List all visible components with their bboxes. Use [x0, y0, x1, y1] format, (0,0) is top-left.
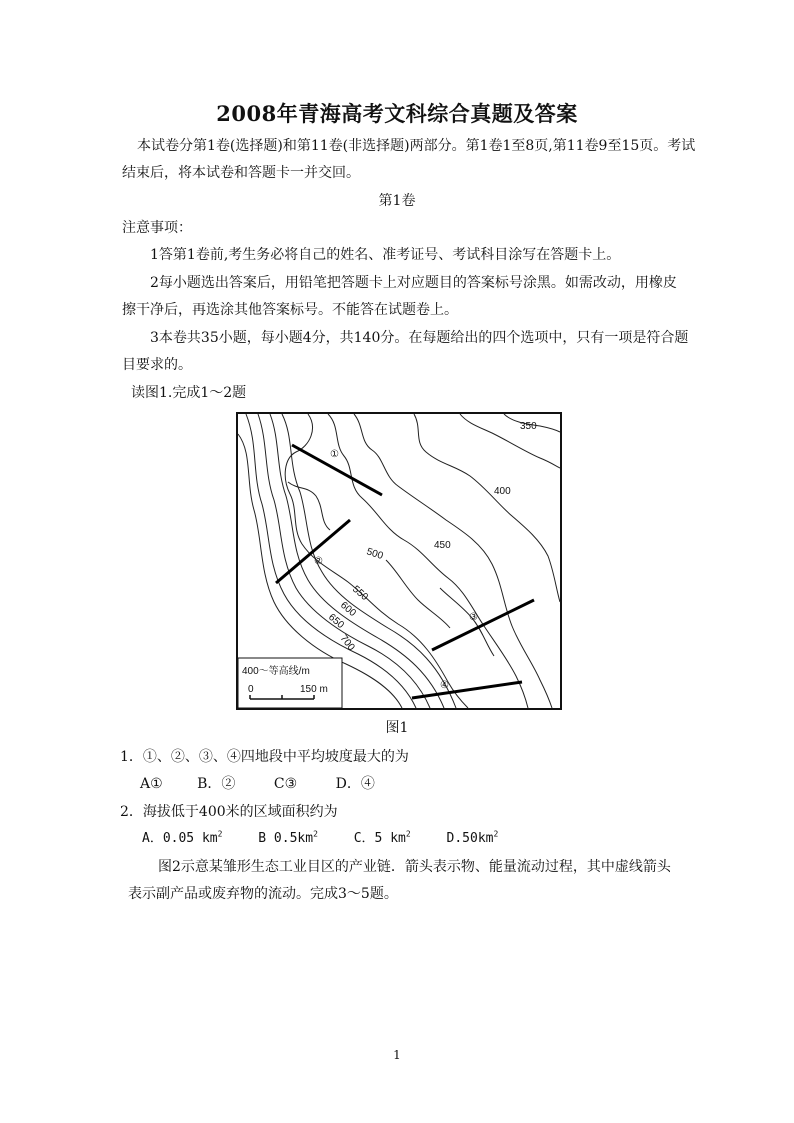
notice-item-3-line-1: 3本卷共35小题，每小题4分，共140分。在每题给出的四个选项中，只有一项是符合题	[150, 330, 689, 346]
q1-option-b: B．②	[197, 776, 236, 792]
page-title: 2008年青海高考文科综合真题及答案	[216, 101, 578, 126]
q2-option-c: C．5 $km^2$	[353, 829, 411, 846]
question-1-stem: 1．①、②、③、④四地段中平均坡度最大的为	[120, 749, 409, 765]
segment-marker-1: ①	[330, 449, 339, 460]
page-number: 1	[393, 1048, 401, 1062]
intro-line-2: 结束后，将本试卷和答题卡一并交回。	[122, 165, 360, 181]
q2-option-a: A．0.05 $km^2$	[142, 829, 223, 846]
q1-option-c: C③	[273, 776, 298, 792]
q1-option-d: D．④	[335, 776, 375, 792]
contour-label-550: 550	[350, 583, 370, 604]
fig2-intro-line-1: 图2示意某雏形生态工业目区的产业链．箭头表示物、能量流动过程，其中虚线箭头	[158, 859, 671, 875]
contour-label-700: 700	[337, 633, 357, 653]
fig2-intro-line-2: 表示副产品或废弃物的流动。完成3～5题。	[128, 886, 398, 902]
intro-line-1: 本试卷分第1卷(选择题)和第11卷(非选择题)两部分。第1卷1至8页,第11卷9至15页。考试	[137, 138, 696, 154]
contour-map	[236, 412, 562, 710]
q2-option-b: B $0.5km^2$	[258, 829, 318, 846]
figure-caption: 图1	[385, 720, 409, 736]
notice-item-3-line-2: 目要求的。	[122, 357, 192, 373]
contour-label-650: 650	[326, 611, 346, 632]
scale-zero-label: 0	[248, 684, 254, 695]
q1-option-a: A①	[140, 776, 163, 792]
legend-contour-label: 400～等高线/m	[242, 666, 310, 677]
question-2-stem: 2．海拔低于400米的区域面积约为	[120, 804, 338, 820]
contour-label-400: 400	[494, 486, 511, 497]
segment-marker-4: ④	[440, 680, 449, 691]
contour-label-500: 500	[365, 546, 385, 563]
question-2-options	[142, 829, 498, 849]
notice-item-2-line-1: 2每小题选出答案后，用铅笔把答题卡上对应题目的答案标号涂黑。如需改动，用橡皮	[150, 275, 677, 291]
contour-label-350: 350	[520, 421, 537, 432]
q2-option-d: $D.50km^2$	[446, 829, 499, 846]
contour-label-600: 600	[338, 599, 358, 620]
notice-heading: 注意事项：	[122, 220, 192, 236]
contour-label-450: 450	[434, 540, 451, 551]
notice-item-1: 1答第1卷前,考生务必将自己的姓名、准考证号、考试科目涂写在答题卡上。	[150, 247, 621, 263]
segment-marker-2: ②	[314, 556, 323, 567]
notice-item-2-line-2: 擦干净后，再选涂其他答案标号。不能答在试题卷上。	[122, 302, 458, 318]
scale-value-label: 150 m	[300, 684, 328, 695]
read-prompt: 读图1.完成1～2题	[131, 385, 247, 401]
segment-marker-3: ③	[469, 612, 478, 623]
section-label: 第1卷	[378, 193, 416, 209]
question-1-options	[140, 774, 375, 794]
